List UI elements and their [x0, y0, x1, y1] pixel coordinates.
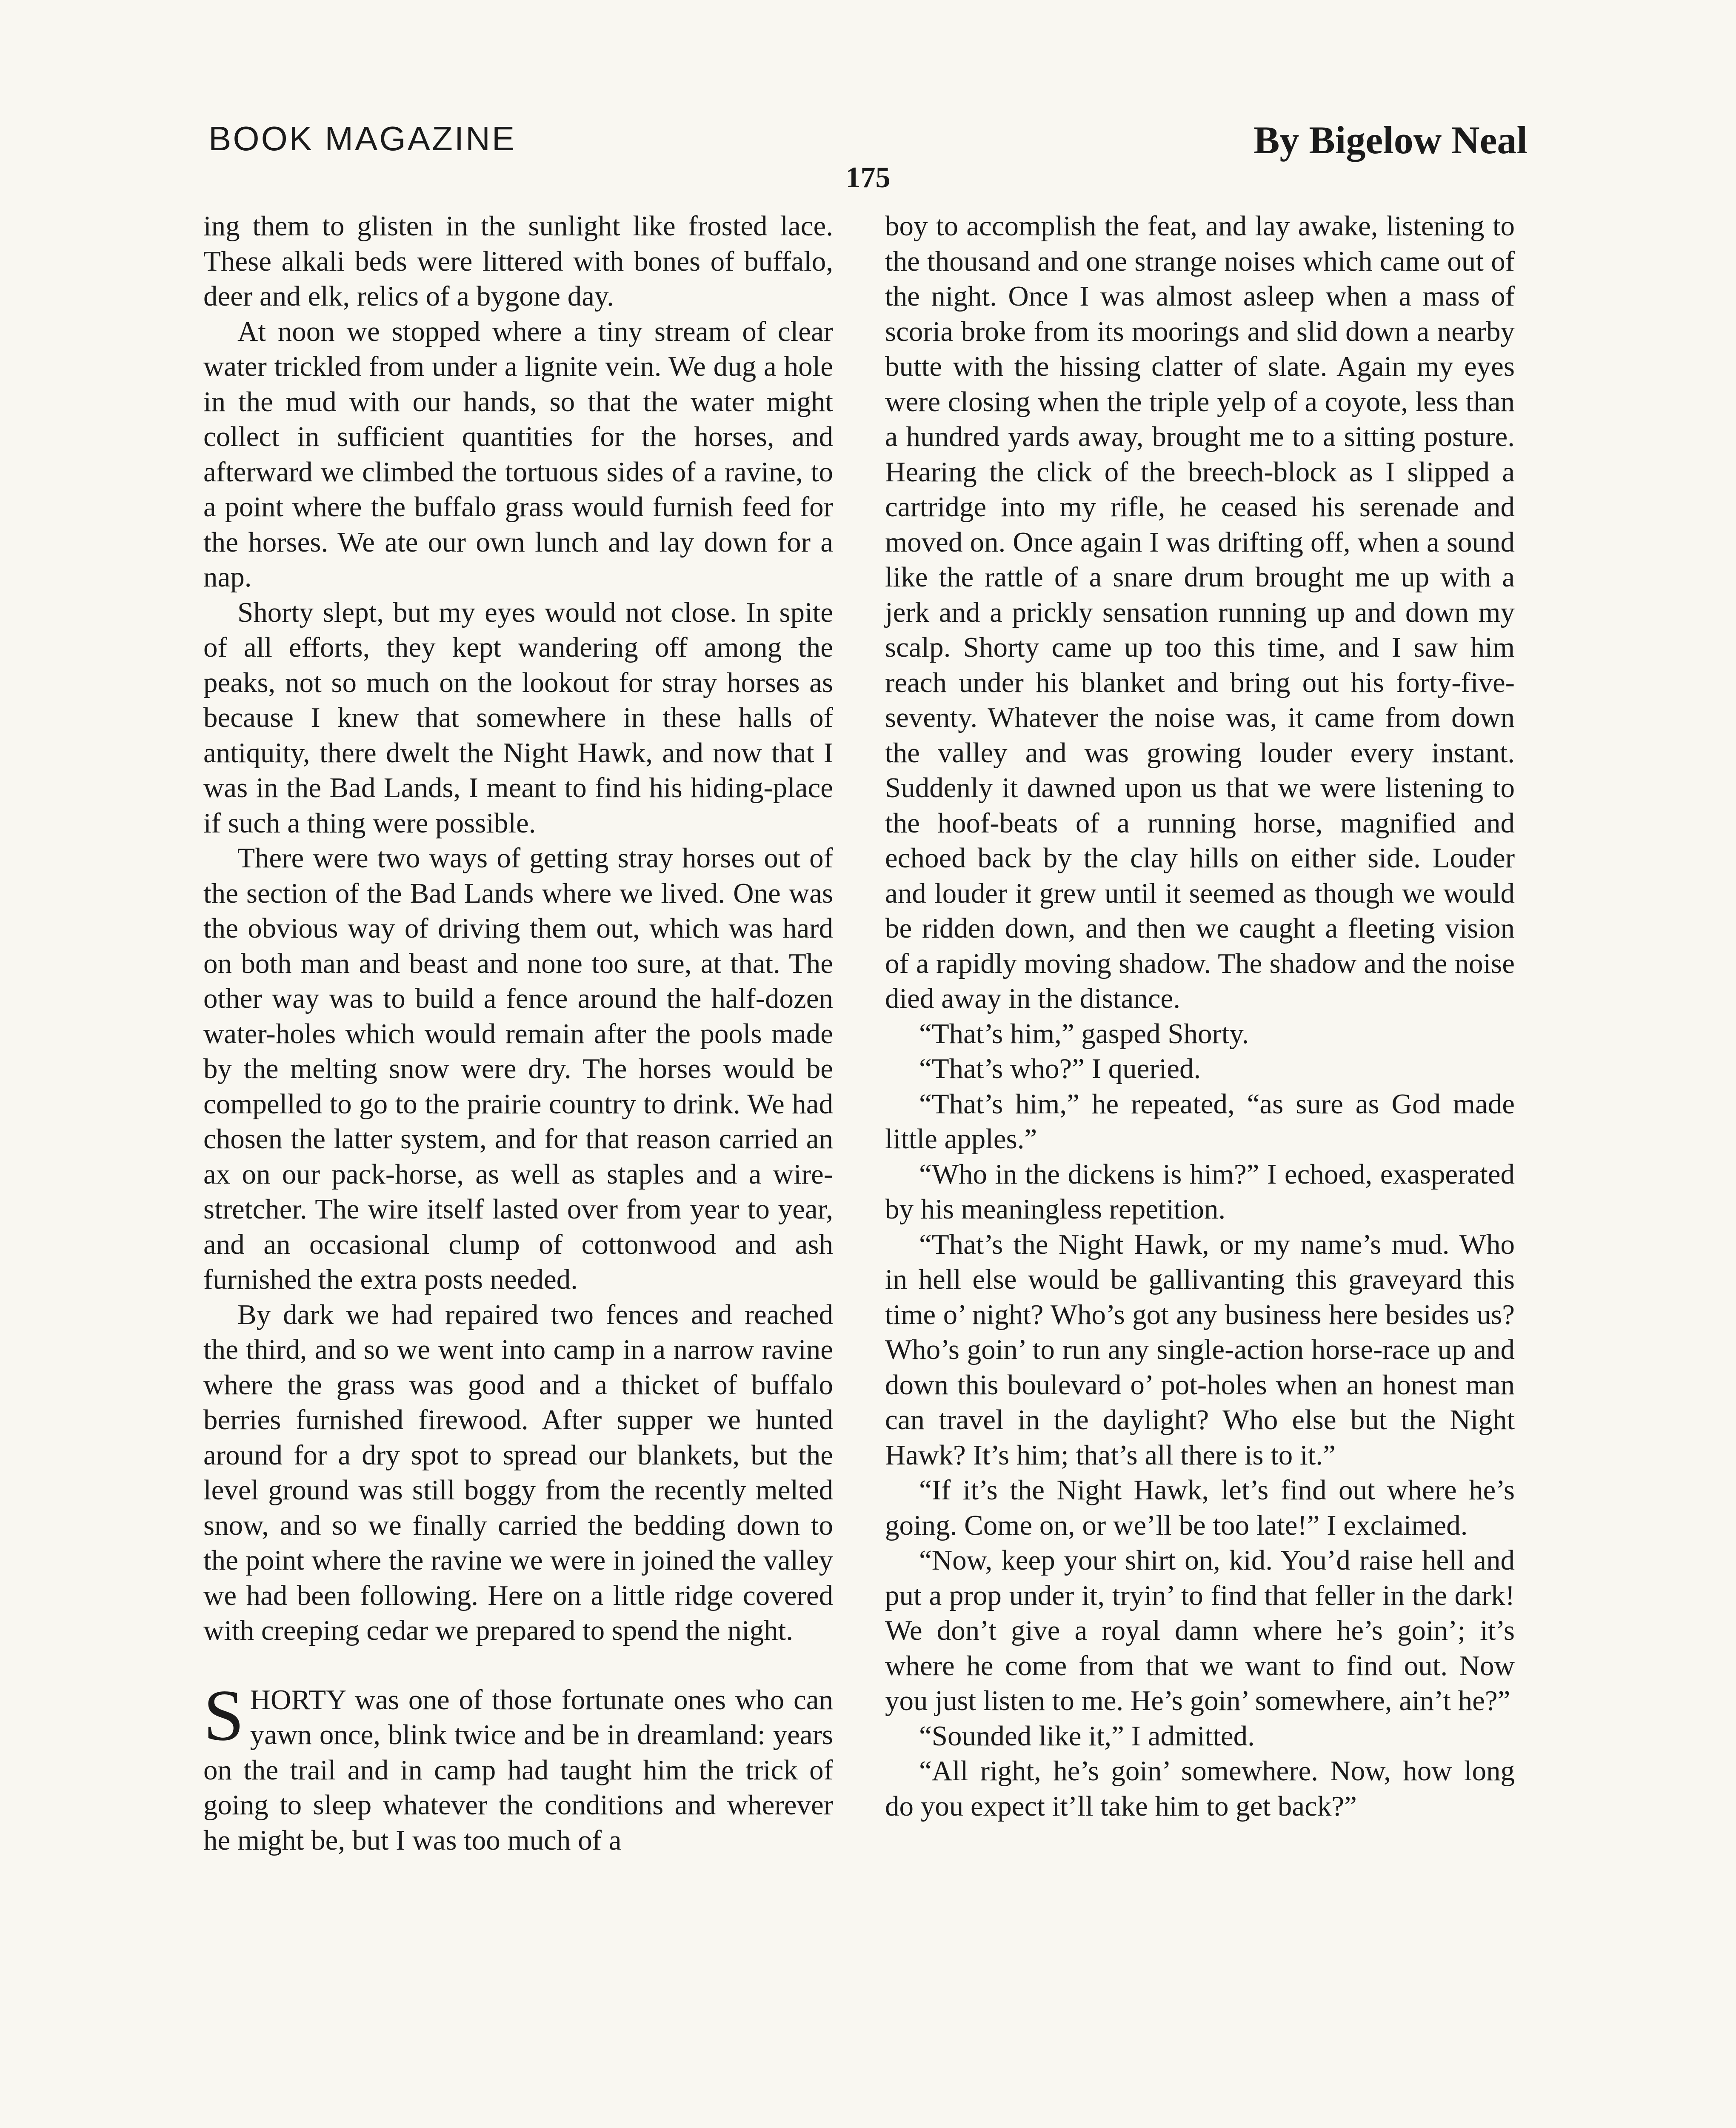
dialogue-paragraph: “That’s who?” I queried.: [919, 1053, 1201, 1084]
drop-cap: S: [203, 1675, 244, 1756]
dialogue-paragraph: “That’s him,” he repeated, “as sure as God made little apples.”: [885, 1088, 1515, 1155]
dialogue-paragraph: “That’s him,” gasped Shorty.: [919, 1018, 1249, 1050]
dialogue-paragraph: “Who in the dickens is him?” I echoed, exasperated by his meaningless repetition.: [885, 1158, 1515, 1225]
dialogue-paragraph: “If it’s the Night Hawk, let’s find out where he’s going. Come on, or we’ll be too late!” I exclaimed.: [885, 1474, 1515, 1541]
dialogue-paragraph: “All right, he’s goin’ somewhere. Now, how long do you expect it’ll take him to get back?”: [885, 1755, 1515, 1822]
author-byline: By Bigelow Neal: [1253, 118, 1528, 162]
magazine-title: BOOK MAGAZINE: [208, 120, 517, 157]
paragraph: At noon we stopped where a tiny stream of clear water trickled from under a lignite vein. We dug a hole in the mud with our hands, so that the water might collect in sufficient quantities for the horses, and afterward we climbed the tortuous sides of a ravine, to a point where the buffalo grass would furnish feed for the horses. We ate our own lunch and lay down for a nap.: [203, 315, 833, 593]
right-column: [885, 209, 1515, 1824]
paragraph: By dark we had repaired two fences and reached the third, and so we went into camp in a narrow ravine where the grass was good and a thicket of buffalo berries furnished firewood. After supper we hunted around for a dry spot to spread our blankets, but the level ground was still boggy from the recently melted snow, and so we finally carried the bedding down to the point where the ravine we were in joined the valley we had been following. Here on a little ridge covered with creeping cedar we prepared to spend the night.: [203, 1299, 833, 1646]
paragraph: There were two ways of getting stray horses out of the section of the Bad Lands where we lived. One was the obvious way of driving them out, which was hard on both man and beast and none too sure, at that. The other way was to build a fence around the half-dozen water-holes which would remain after the pools made by the melting snow were dry. The horses would be compelled to go to the prairie country to drink. We had chosen the latter system, and for that reason carried an ax on our pack-horse, as well as staples and a wire-stretcher. The wire itself lasted over from year to year, and an occasional clump of cottonwood and ash furnished the extra posts needed.: [203, 842, 833, 1295]
left-column: [203, 209, 833, 1858]
dialogue-paragraph: “Now, keep your shirt on, kid. You’d raise hell and put a prop under it, tryin’ to find that feller in the dark! We don’t give a royal damn where he’s goin’; it’s where he come from that we want to find out. Now you just listen to me. He’s goin’ somewhere, ain’t he?”: [885, 1545, 1515, 1716]
page-number: 175: [845, 161, 891, 194]
drop-cap-paragraph-text: HORTY was one of those fortunate ones who can yawn once, blink twice and be in dreamland: years on the trail and in camp had taught him the trick of going to sleep whatever the conditions and wherever he might be, but I was too much of a: [203, 1684, 833, 1856]
section-opening-paragraph: [203, 1675, 833, 1858]
paragraph-continued: ing them to glisten in the sunlight like frosted lace. These alkali beds were littered with bones of buffalo, deer and elk, relics of a bygone day.: [203, 210, 833, 312]
paragraph-continued: boy to accomplish the feat, and lay awake, listening to the thousand and one strange noises which came out of the night. Once I was almost asleep when a mass of scoria broke from its moorings and slid down a nearby butte with the hissing clatter of slate. Again my eyes were closing when the triple yelp of a coyote, less than a hundred yards away, brought me to a sitting posture. Hearing the click of the breech-block as I slipped a cartridge into my rifle, he ceased his serenade and moved on. Once again I was drifting off, when a sound like the rattle of a snare drum brought me up with a jerk and a prickly sensation running up and down my scalp. Shorty came up too this time, and I saw him reach under his blanket and bring out his forty-five-seventy. Whatever the noise was, it came from down the valley and was growing louder every instant. Suddenly it dawned upon us that we were listening to the hoof-beats of a running horse, magnified and echoed back by the clay hills on either side. Louder and louder it grew until it seemed as though we would be ridden down, and then we caught a fleeting vision of a rapidly moving shadow. The shadow and the noise died away in the distance.: [885, 210, 1515, 1014]
dialogue-paragraph: “That’s the Night Hawk, or my name’s mud. Who in hell else would be gallivanting this graveyard this time o’ night? Who’s got any business here besides us? Who’s goin’ to run any single-action horse-race up and down this boulevard o’ pot-holes when an honest man can travel in the daylight? Who else but the Night Hawk? It’s him; that’s all there is to it.”: [885, 1228, 1515, 1471]
paragraph: Shorty slept, but my eyes would not close. In spite of all efforts, they kept wandering off among the peaks, not so much on the lookout for stray horses as because I knew that somewhere in these halls of antiquity, there dwelt the Night Hawk, and now that I was in the Bad Lands, I meant to find his hiding-place if such a thing were possible.: [203, 596, 833, 839]
dialogue-paragraph: “Sounded like it,” I admitted.: [919, 1720, 1255, 1752]
